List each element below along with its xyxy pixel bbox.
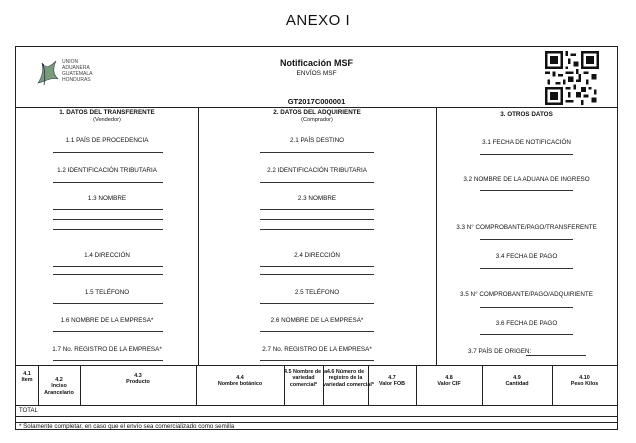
col-header-registro bbox=[323, 369, 374, 388]
col-header-item bbox=[16, 371, 38, 384]
col-header-line: 4.8 bbox=[445, 375, 453, 381]
col-header-line: 4.1 bbox=[23, 371, 31, 377]
field-2-7: 2.7 No. REGISTRO DE LA EMPRESA* bbox=[262, 346, 372, 353]
col-header-line: variedad bbox=[292, 375, 315, 382]
section-2-sub: (Comprador) bbox=[301, 117, 333, 123]
field-3-4: 3.4 FECHA DE PAGO bbox=[495, 253, 558, 260]
col-header-line: Valor FOB bbox=[378, 381, 406, 388]
input-line[interactable] bbox=[53, 303, 163, 304]
field-3-5: 3.5 N° COMPROBANTE/PAGO/ADQUIRIENTE bbox=[460, 291, 593, 298]
col-header-line: Nombre botánico bbox=[217, 381, 263, 388]
table-divider bbox=[16, 416, 617, 417]
col-header-variedad bbox=[284, 369, 328, 388]
input-line[interactable] bbox=[480, 190, 573, 191]
col-header-line: 4.9 bbox=[513, 375, 521, 381]
annex-title: ANEXO I bbox=[285, 12, 351, 29]
input-line[interactable] bbox=[260, 182, 374, 183]
field-2-2: 2.2 IDENTIFICACIÓN TRIBUTARIA bbox=[267, 167, 367, 174]
input-line[interactable] bbox=[53, 209, 163, 210]
field-1-7: 1.7 No. REGISTRO DE LA EMPRESA* bbox=[52, 346, 162, 353]
col-header-line: 4.10 bbox=[579, 375, 590, 381]
input-line[interactable] bbox=[53, 152, 163, 153]
input-line[interactable] bbox=[480, 268, 573, 269]
field-3-2: 3.2 NOMBRE DE LA ADUANA DE INGRESO bbox=[463, 176, 590, 183]
col-header-nombre-botanico bbox=[196, 375, 284, 388]
field-2-5: 2.5 TELÉFONO bbox=[294, 289, 340, 296]
section-1-heading: 1. DATOS DEL TRANSFERENTE bbox=[59, 109, 155, 116]
input-line[interactable] bbox=[260, 331, 374, 332]
input-line[interactable] bbox=[260, 303, 374, 304]
col-header-fob bbox=[368, 375, 416, 388]
section-3-heading: 3. OTROS DATOS bbox=[500, 111, 553, 118]
input-line[interactable] bbox=[53, 182, 163, 183]
total-label: TOTAL bbox=[19, 408, 38, 414]
col-header-inciso bbox=[38, 377, 80, 396]
input-line[interactable] bbox=[260, 209, 374, 210]
input-line[interactable] bbox=[260, 229, 374, 230]
col-header-line: Arancelario bbox=[44, 389, 74, 396]
col-header-line: Producto bbox=[126, 379, 150, 386]
field-1-1: 1.1 PAÍS DE PROCEDENCIA bbox=[65, 137, 149, 144]
input-line[interactable] bbox=[480, 239, 573, 240]
col-header-line: Inciso bbox=[51, 383, 67, 390]
form-title: Notificación MSF bbox=[279, 58, 353, 68]
org-line: UNION bbox=[62, 59, 79, 65]
divider bbox=[16, 107, 617, 108]
field-1-4: 1.4 DIRECCIÓN bbox=[84, 252, 130, 259]
input-line[interactable] bbox=[260, 266, 374, 267]
col-header-cantidad bbox=[482, 375, 552, 388]
field-2-6: 2.6 NOMBRE DE LA EMPRESA* bbox=[270, 317, 364, 324]
input-line[interactable] bbox=[260, 360, 374, 361]
input-line[interactable] bbox=[480, 307, 573, 308]
col-header-line: registro de la bbox=[328, 375, 363, 382]
col-header-line: variedad comercial* bbox=[323, 381, 374, 388]
field-3-3: 3.3 N° COMPROBANTE/PAGO/TRANSFERENTE bbox=[456, 224, 597, 231]
field-1-3: 1.3 NOMBRE bbox=[87, 195, 127, 202]
input-line[interactable] bbox=[53, 229, 163, 230]
section-1-sub: (Vendedor) bbox=[93, 117, 121, 123]
field-2-3: 2.3 NOMBRE bbox=[297, 195, 337, 202]
field-1-5: 1.5 TELÉFONO bbox=[84, 289, 130, 296]
table-divider bbox=[16, 405, 617, 406]
form-frame bbox=[15, 46, 618, 430]
col-header-line: 4.4 bbox=[236, 375, 244, 381]
col-header-line: Item bbox=[21, 377, 33, 384]
col-header-producto bbox=[80, 373, 196, 386]
form-code: GT2017C000001 bbox=[287, 97, 346, 106]
field-3-6: 3.6 FECHA DE PAGO bbox=[495, 320, 558, 327]
col-header-line: 4.3 bbox=[134, 373, 142, 379]
field-3-7: 3.7 PAÍS DE ORIGEN: bbox=[468, 348, 532, 355]
col-header-line: comercial* bbox=[289, 381, 318, 388]
input-line[interactable] bbox=[53, 360, 163, 361]
col-header-line: Cantidad bbox=[505, 381, 529, 388]
input-line[interactable] bbox=[480, 154, 573, 155]
input-line[interactable] bbox=[526, 355, 586, 356]
col-header-line: Valor CIF bbox=[437, 381, 461, 388]
input-line[interactable] bbox=[53, 266, 163, 267]
col-header-line: 4.5 Nombre de la bbox=[284, 369, 328, 375]
col-header-peso bbox=[552, 375, 617, 388]
input-line[interactable] bbox=[53, 219, 163, 220]
input-line[interactable] bbox=[260, 152, 374, 153]
field-1-6: 1.6 NOMBRE DE LA EMPRESA* bbox=[60, 317, 154, 324]
column-divider bbox=[198, 107, 199, 365]
table-top bbox=[16, 365, 617, 366]
field-1-2: 1.2 IDENTIFICACIÓN TRIBUTARIA bbox=[57, 167, 157, 174]
form-subtitle: ENVÍOS MSF bbox=[296, 70, 337, 77]
col-header-line: 4.2 bbox=[55, 377, 63, 383]
input-line[interactable] bbox=[260, 274, 374, 275]
col-header-line: 4.7 bbox=[388, 375, 396, 381]
input-line[interactable] bbox=[53, 331, 163, 332]
col-header-line: 4.6 Número de bbox=[326, 369, 365, 375]
org-line: HONDURAS bbox=[62, 77, 91, 83]
field-2-4: 2.4 DIRECCIÓN bbox=[294, 252, 340, 259]
field-3-1: 3.1 FECHA DE NOTIFICACIÓN bbox=[482, 139, 571, 146]
section-2-heading: 2. DATOS DEL ADQUIRIENTE bbox=[273, 109, 361, 116]
input-line[interactable] bbox=[480, 334, 573, 335]
input-line[interactable] bbox=[260, 219, 374, 220]
field-2-1: 2.1 PAÍS DESTINO bbox=[289, 137, 345, 144]
col-header-line: Peso Kilos bbox=[570, 381, 599, 388]
col-header-cif bbox=[416, 375, 482, 388]
footnote: * Solamente completar, en caso que el envío sea comercializado como semilla bbox=[19, 423, 235, 430]
input-line[interactable] bbox=[53, 274, 163, 275]
org-line: GUATEMALA bbox=[62, 71, 93, 77]
org-line: ADUANERA bbox=[62, 65, 90, 71]
